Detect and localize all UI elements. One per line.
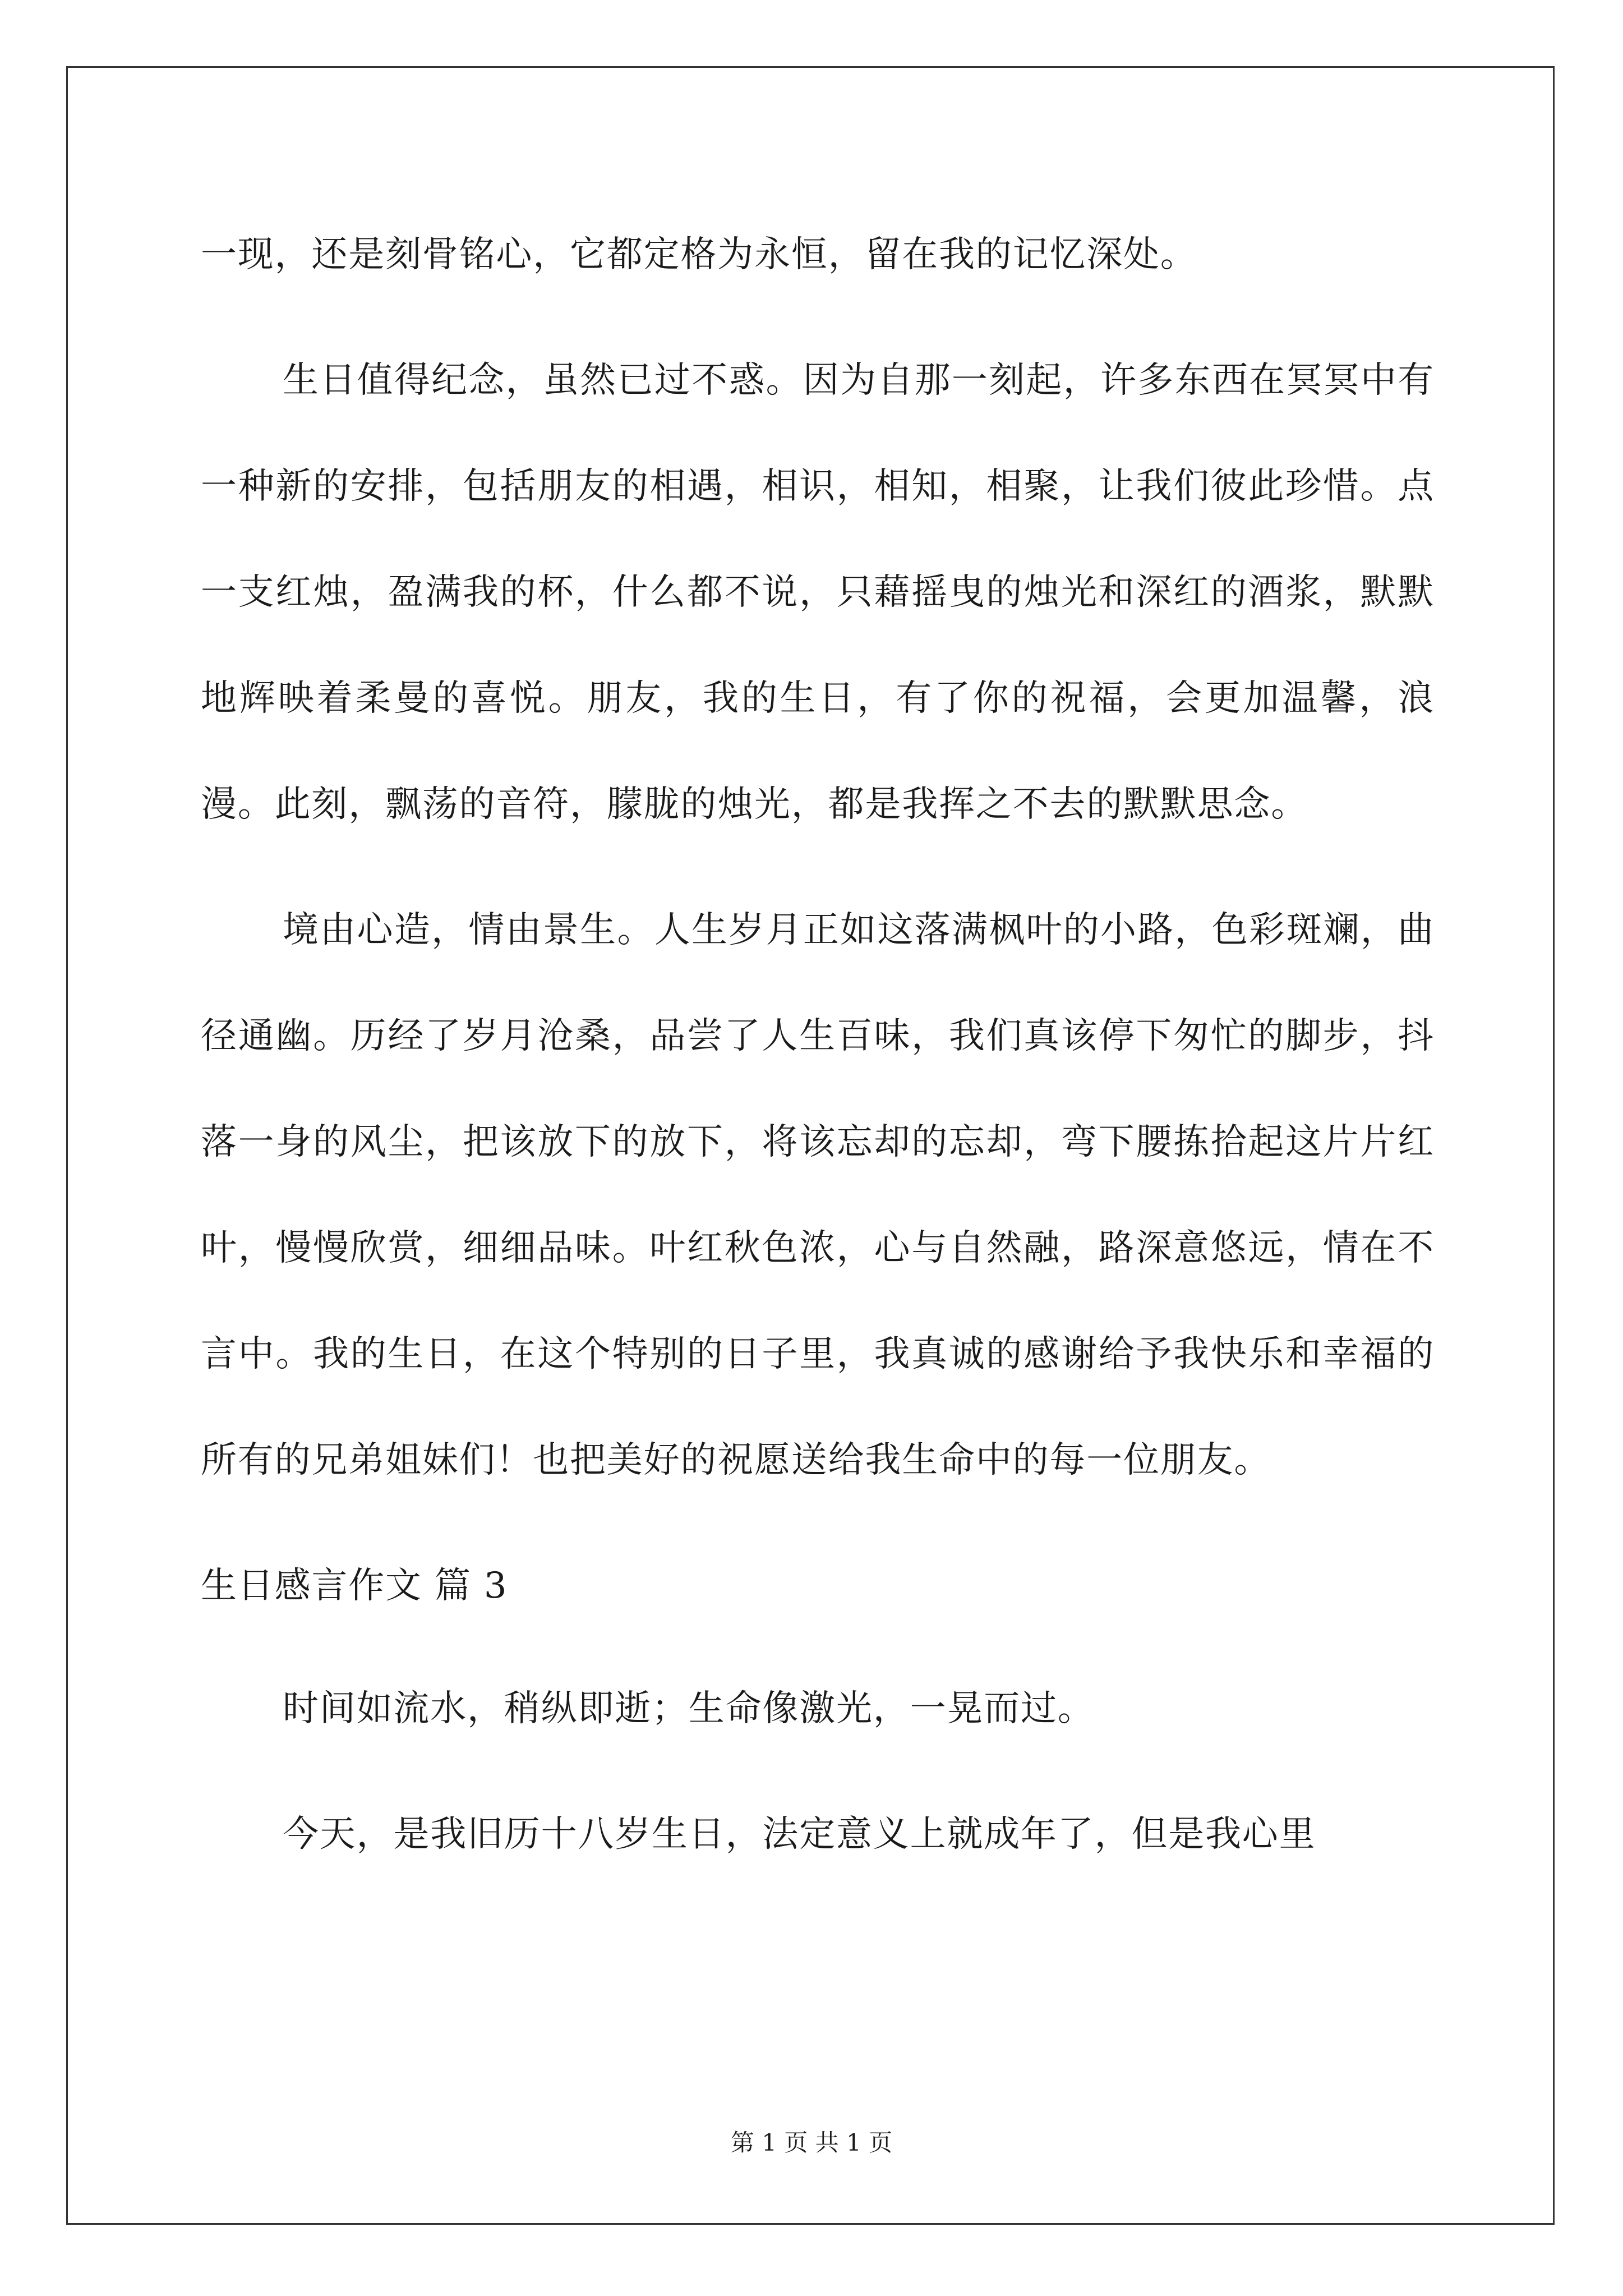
paragraph-birthday-memory: 生日值得纪念，虽然已过不惑。因为自那一刻起，许多东西在冥冥中有一种新的安排，包括朋友的相遇，相识，相知，相聚，让我们彼此珍惜。点一支红烛，盈满我的杯，什么都不说，只藉摇曳的烛光和深红的酒浆，默默地辉映着柔曼的喜悦。朋友，我的生日，有了你的祝福，会更加温馨，浪漫。此刻，飘荡的音符，朦胧的烛光，都是我挥之不去的默默思念。 (201, 360, 1435, 825)
paragraph-autumn-reflection: 境由心造，情由景生。人生岁月正如这落满枫叶的小路，色彩斑斓，曲径通幽。历经了岁月沧桑，品尝了人生百味，我们真该停下匆忙的脚步，抖落一身的风尘，把该放下的放下，将该忘却的忘却，弯下腰拣拾起这片片红叶，慢慢欣赏，细细品味。叶红秋色浓，心与自然融，路深意悠远，情在不言中。我的生日，在这个特别的日子里，我真诚的感谢给予我快乐和幸福的所有的兄弟姐妹们！也把美好的祝愿送给我生命中的每一位朋友。 (201, 909, 1435, 1481)
page-number-footer: 第 1 页 共 1 页 (730, 2129, 893, 2156)
document-body (201, 202, 1435, 1907)
paragraph-time-flows: 时间如流水，稍纵即逝；生命像激光，一晃而过。 (283, 1688, 1095, 1729)
section-title: 生日感言作文 篇 3 (201, 1565, 508, 1607)
paragraph-continuation: 一现，还是刻骨铭心，它都定格为永恒，留在我的记忆深处。 (201, 234, 1197, 275)
paragraph-eighteenth-birthday: 今天，是我旧历十八岁生日，法定意义上就成年了，但是我心里 (283, 1814, 1316, 1855)
